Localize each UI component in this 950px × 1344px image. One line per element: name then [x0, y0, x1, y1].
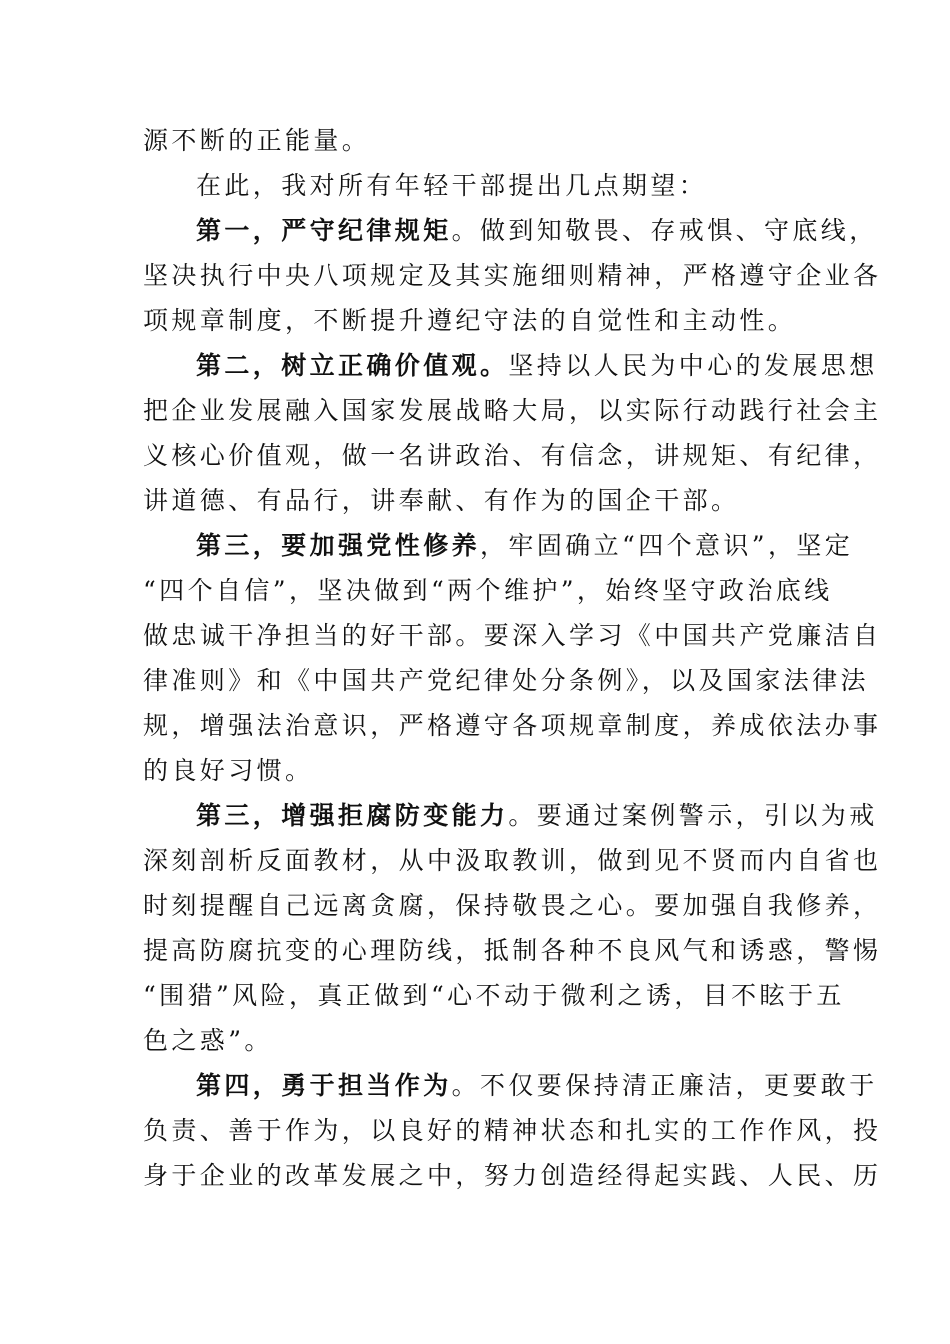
line-text: 身于企业的改革发展之中，努力创造经得起实践、人民、历	[143, 1161, 882, 1190]
line-text: 负责、善于作为，以良好的精神状态和扎实的工作作风，投	[143, 1116, 882, 1145]
line-text: 。要通过案例警示，引以为戒	[508, 801, 878, 830]
text-line	[143, 748, 813, 794]
text-line	[143, 613, 882, 659]
line-text: 提高防腐抗变的心理防线，抵制各种不良风气和诱惑，警惕	[143, 936, 882, 965]
paragraph-first-line	[196, 208, 878, 254]
line-text: 规，增强法治意识，严格遵守各项规章制度，养成依法办事	[143, 711, 882, 740]
item-heading: 第一，严守纪律规矩	[196, 216, 452, 245]
paragraph-first-line	[196, 1063, 878, 1109]
item-heading: 第四，勇于担当作为	[196, 1071, 452, 1100]
line-text: ，牢固确立“四个意识”，坚定	[480, 531, 854, 560]
text-line	[143, 388, 882, 434]
text-line	[143, 1018, 813, 1064]
line-text: 坚持以人民为中心的发展思想	[508, 351, 878, 380]
item-heading: 第三，要加强党性修养	[196, 531, 481, 560]
text-line	[143, 1153, 882, 1199]
line-text: 律准则》和《中国共产党纪律处分条例》，以及国家法律法	[143, 666, 869, 695]
text-line	[143, 838, 882, 884]
paragraph-first-line	[196, 523, 854, 569]
line-text: 项规章制度，不断提升遵纪守法的自觉性和主动性。	[143, 306, 797, 335]
text-line	[143, 568, 833, 614]
line-text: 时刻提醒自己远离贪腐，保持敬畏之心。要加强自我修养，	[143, 891, 882, 920]
line-text: 深刻剖析反面教材，从中汲取教训，做到见不贤而内自省也	[143, 846, 882, 875]
item-heading: 第二，树立正确价值观。	[196, 351, 509, 380]
line-text: 。不仅要保持清正廉洁，更要敢于	[451, 1071, 878, 1100]
line-text: 义核心价值观，做一名讲政治、有信念，讲规矩、有纪律，	[143, 441, 882, 470]
item-heading: 第三，增强拒腐防变能力	[196, 801, 509, 830]
text-line	[143, 883, 882, 929]
text-line	[143, 118, 813, 164]
text-line	[196, 163, 813, 209]
line-text: 色之惑”。	[143, 1026, 273, 1055]
line-text: 的良好习惯。	[143, 756, 314, 785]
text-line	[143, 253, 882, 299]
line-text: 做忠诚干净担当的好干部。要深入学习《中国共产党廉洁自	[143, 621, 882, 650]
text-line	[143, 433, 882, 479]
line-text: 坚决执行中央八项规定及其实施细则精神，严格遵守企业各	[143, 261, 882, 290]
line-text: 把企业发展融入国家发展战略大局，以实际行动践行社会主	[143, 396, 882, 425]
text-line	[143, 298, 813, 344]
paragraph-first-line	[196, 343, 878, 389]
line-text: 讲道德、有品行，讲奉献、有作为的国企干部。	[143, 486, 740, 515]
text-line	[143, 658, 869, 704]
line-text: 在此，我对所有年轻干部提出几点期望：	[196, 171, 708, 200]
line-text: 源不断的正能量。	[143, 126, 371, 155]
text-line	[143, 703, 882, 749]
line-text: 。做到知敬畏、存戒惧、守底线，	[451, 216, 878, 245]
text-line	[143, 928, 882, 974]
text-line	[143, 1108, 882, 1154]
text-line	[143, 973, 845, 1019]
paragraph-first-line	[196, 793, 878, 839]
line-text: “围猎”风险，真正做到“心不动于微利之诱，目不眩于五	[143, 981, 845, 1010]
text-line	[143, 478, 813, 524]
line-text: “四个自信”，坚决做到“两个维护”，始终坚守政治底线	[143, 576, 833, 605]
